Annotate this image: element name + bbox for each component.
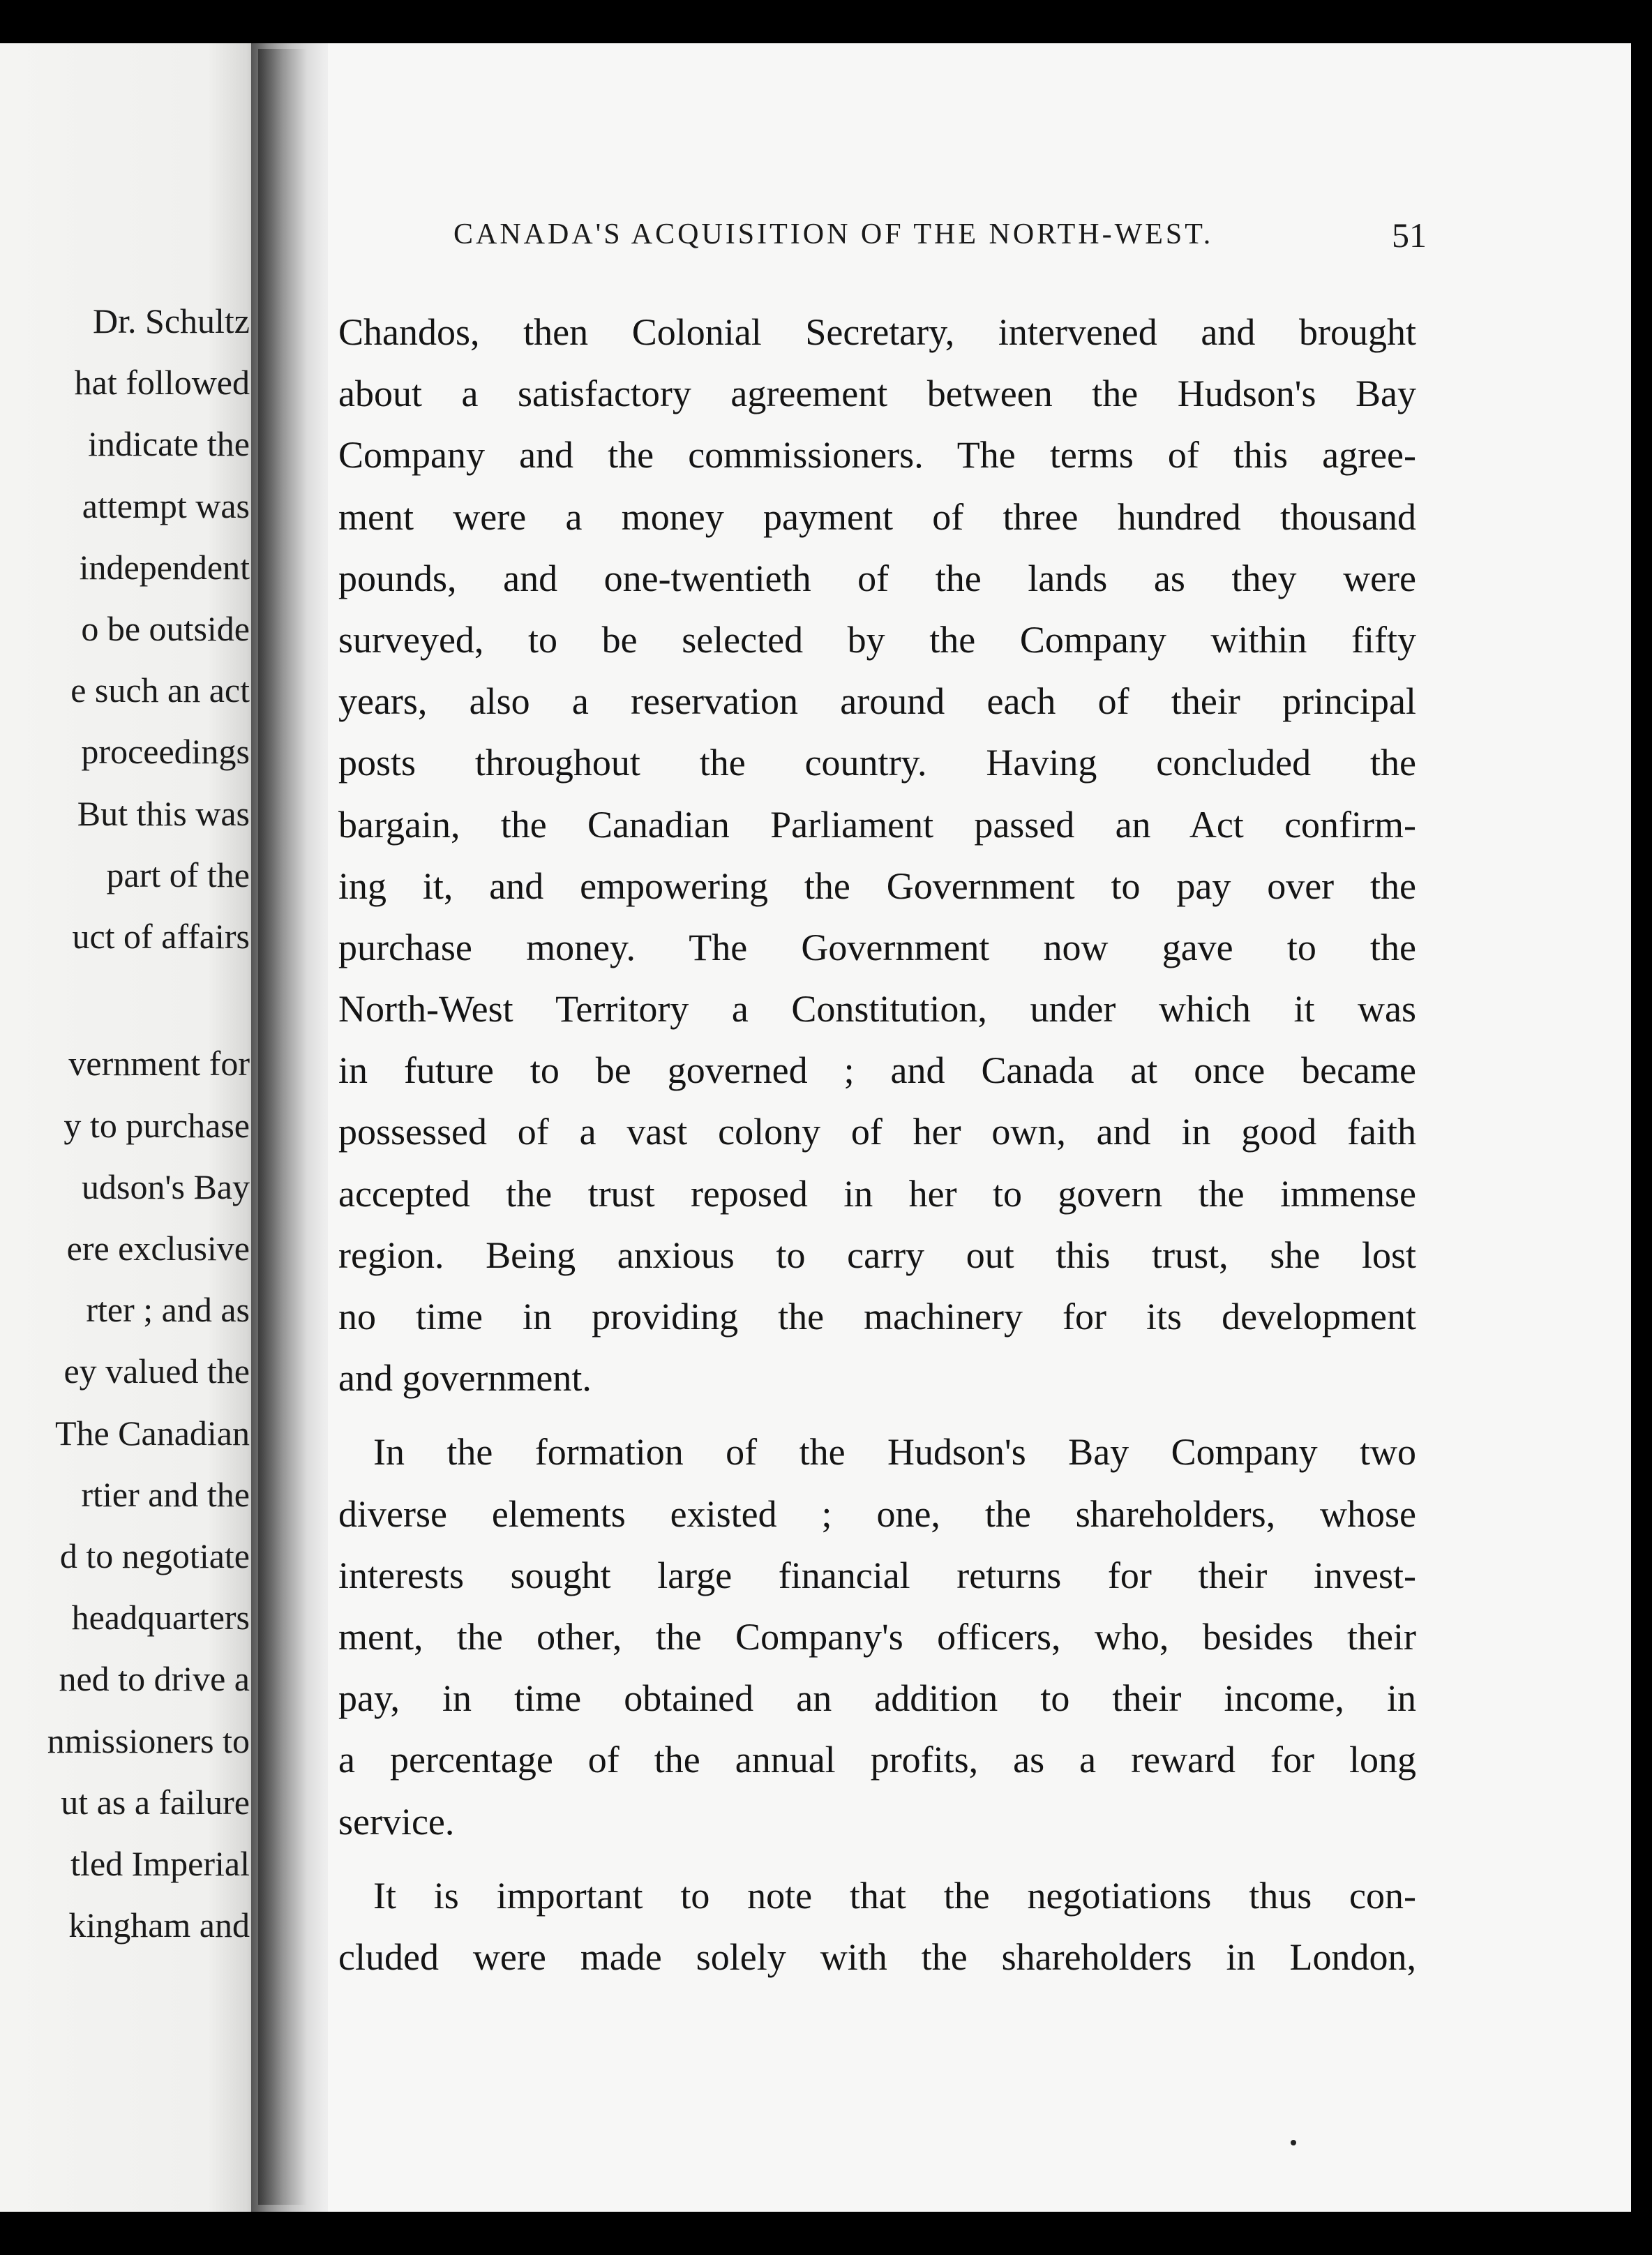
left-page-line: independent (79, 547, 250, 587)
left-page-line: nmissioners to (47, 1721, 250, 1760)
paragraph-gap (338, 1409, 1416, 1421)
left-page-line: proceedings (81, 732, 250, 772)
text-line: service. (338, 1800, 455, 1843)
running-title: CANADA'S ACQUISITION OF THE NORTH-WEST. (453, 218, 1214, 250)
paragraph-gap (338, 1852, 1416, 1865)
text-line: Company and the commissioners. The terms of this agree- (338, 434, 1416, 477)
left-page-line: o be outside (81, 609, 250, 648)
left-page-line: ey valued the (63, 1351, 250, 1391)
text-line: possessed of a vast colony of her own, and in good faith (338, 1111, 1416, 1153)
text-line: ing it, and empowering the Government to pay over the (338, 864, 1416, 907)
paragraph (338, 1865, 1416, 1988)
text-line: and government. (338, 1357, 592, 1400)
text-line: ment, the other, the Company's officers, who, besides their (338, 1615, 1416, 1658)
text-line: bargain, the Canadian Parliament passed an Act confirm- (338, 803, 1416, 846)
text-line: It is important to note that the negotiations thus con- (373, 1874, 1416, 1917)
left-page-line: y to purchase (63, 1105, 250, 1145)
running-head (453, 218, 1631, 251)
text-line: diverse elements existed ; one, the shareholders, whose (338, 1492, 1416, 1535)
left-page-line: attempt was (82, 486, 250, 525)
body-text (338, 301, 1416, 1988)
text-line: no time in providing the machinery for its development (338, 1296, 1416, 1338)
gutter-shadow (258, 49, 307, 2205)
left-page-line: ere exclusive (66, 1229, 250, 1268)
text-line: posts throughout the country. Having concluded the (338, 742, 1416, 784)
text-line: ment were a money payment of three hundred thousand (338, 495, 1416, 538)
left-page-line: kingham and (68, 1905, 250, 1945)
text-line: surveyed, to be selected by the Company within fifty (338, 618, 1416, 661)
left-page-line: headquarters (71, 1598, 250, 1638)
left-page-line: part of the (106, 855, 250, 894)
paragraph (338, 1421, 1416, 1852)
left-page-line: uct of affairs (72, 917, 250, 956)
left-page-line: Dr. Schultz (93, 301, 250, 340)
text-line: cluded were made solely with the shareholders in London, (338, 1935, 1416, 1978)
text-line: region. Being anxious to carry out this trust, she lost (338, 1234, 1416, 1276)
text-line: a percentage of the annual profits, as a reward for long (338, 1739, 1416, 1781)
text-line: pay, in time obtained an addition to their income, in (338, 1677, 1416, 1720)
text-line: accepted the trust reposed in her to govern the immense (338, 1172, 1416, 1215)
left-page-line: d to negotiate (59, 1536, 250, 1575)
paragraph (338, 301, 1416, 1409)
text-line: in future to be governed ; and Canada at once became (338, 1049, 1416, 1092)
left-page-line: indicate the (88, 424, 250, 464)
text-line: years, also a reservation around each of their principal (338, 680, 1416, 723)
text-line: interests sought large financial returns for their invest- (338, 1554, 1416, 1596)
text-line: about a satisfactory agreement between the Hudson's Bay (338, 373, 1416, 415)
left-page-line: ut as a failure (61, 1782, 250, 1822)
text-line: North-West Territory a Constitution, under which it was (338, 988, 1416, 1031)
text-line: purchase money. The Government now gave to the (338, 926, 1416, 968)
text-line: In the formation of the Hudson's Bay Company two (373, 1431, 1416, 1474)
left-page-line: hat followed (74, 363, 250, 403)
left-page-line: ned to drive a (59, 1659, 250, 1699)
left-page-line: e such an act (70, 670, 250, 710)
left-page-line: tled Imperial (70, 1844, 250, 1883)
page-number: 51 (1392, 216, 1427, 255)
left-page-line: rter ; and as (86, 1290, 250, 1330)
text-line: Chandos, then Colonial Secretary, intervened and brought (338, 311, 1416, 353)
main-page (328, 43, 1631, 2212)
left-page-line: vernment for (68, 1044, 250, 1084)
left-page-line: But this was (77, 793, 250, 833)
left-page-line: The Canadian (54, 1413, 250, 1453)
margin-speck (1291, 2140, 1296, 2145)
left-page-fragment (0, 43, 260, 2212)
left-page-line: rtier and the (81, 1474, 250, 1514)
text-line: pounds, and one-twentieth of the lands as they were (338, 557, 1416, 599)
left-page-line: udson's Bay (82, 1167, 250, 1206)
